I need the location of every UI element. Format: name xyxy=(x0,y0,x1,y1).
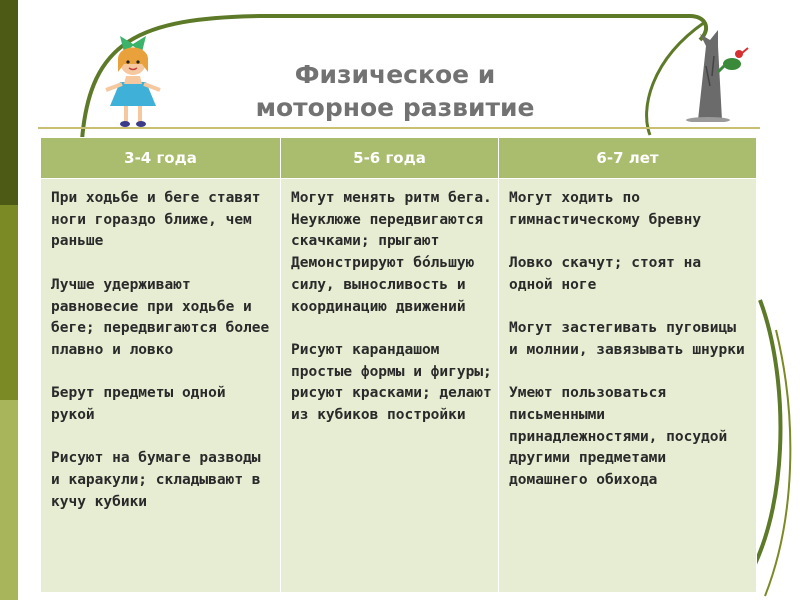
cell-paragraph: Могут застегивать пуговицы и молнии, завязывать шнурки xyxy=(509,320,745,358)
cell-paragraph: Ловко скачут; стоят на одной ноге xyxy=(509,255,702,293)
development-table xyxy=(40,137,757,593)
table-header-row xyxy=(41,138,757,179)
cell-paragraph: Рисуют на бумаге разводы и каракули; складывают в кучу кубики xyxy=(51,450,261,510)
title-divider xyxy=(38,127,760,129)
cell-paragraph: Берут предметы одной рукой xyxy=(51,385,226,423)
cell-paragraph: Лучше удерживают равновесие при ходьбе и беге; передвигаются более плавно и ловко xyxy=(51,276,270,358)
cell-paragraph: Могут менять ритм бега. Неуклюже передвигаются скачками; прыгают Демонстрируют бóльшую силу, выносливость и координацию движений xyxy=(291,190,492,315)
header-age-3-4: 3-4 года xyxy=(41,138,281,179)
cell-paragraph: Могут ходить по гимнастическому бревну xyxy=(509,190,702,228)
cell-age-5-6 xyxy=(281,179,499,593)
cell-age-3-4 xyxy=(41,179,281,593)
cell-paragraph: Рисуют карандашом простые формы и фигуры; рисуют красками; делают из кубиков постройки xyxy=(291,341,492,424)
girl-doll-illustration xyxy=(100,28,166,128)
cell-paragraph: Умеют пользоваться письменными принадлежностями, посудой другими предметами домашнего обихода xyxy=(509,385,728,489)
cell-paragraph: При ходьбе и беге ставят ноги гораздо ближе, чем раньше xyxy=(51,190,261,250)
cell-age-6-7 xyxy=(499,179,757,593)
tree-with-bird-illustration xyxy=(684,26,754,122)
header-age-5-6: 5-6 года xyxy=(281,138,499,179)
title-line-2: моторное развитие xyxy=(255,93,535,122)
header-age-6-7: 6-7 лет xyxy=(499,138,757,179)
slide-title xyxy=(200,58,590,124)
title-line-1: Физическое и xyxy=(294,60,496,89)
table-row xyxy=(41,179,757,593)
